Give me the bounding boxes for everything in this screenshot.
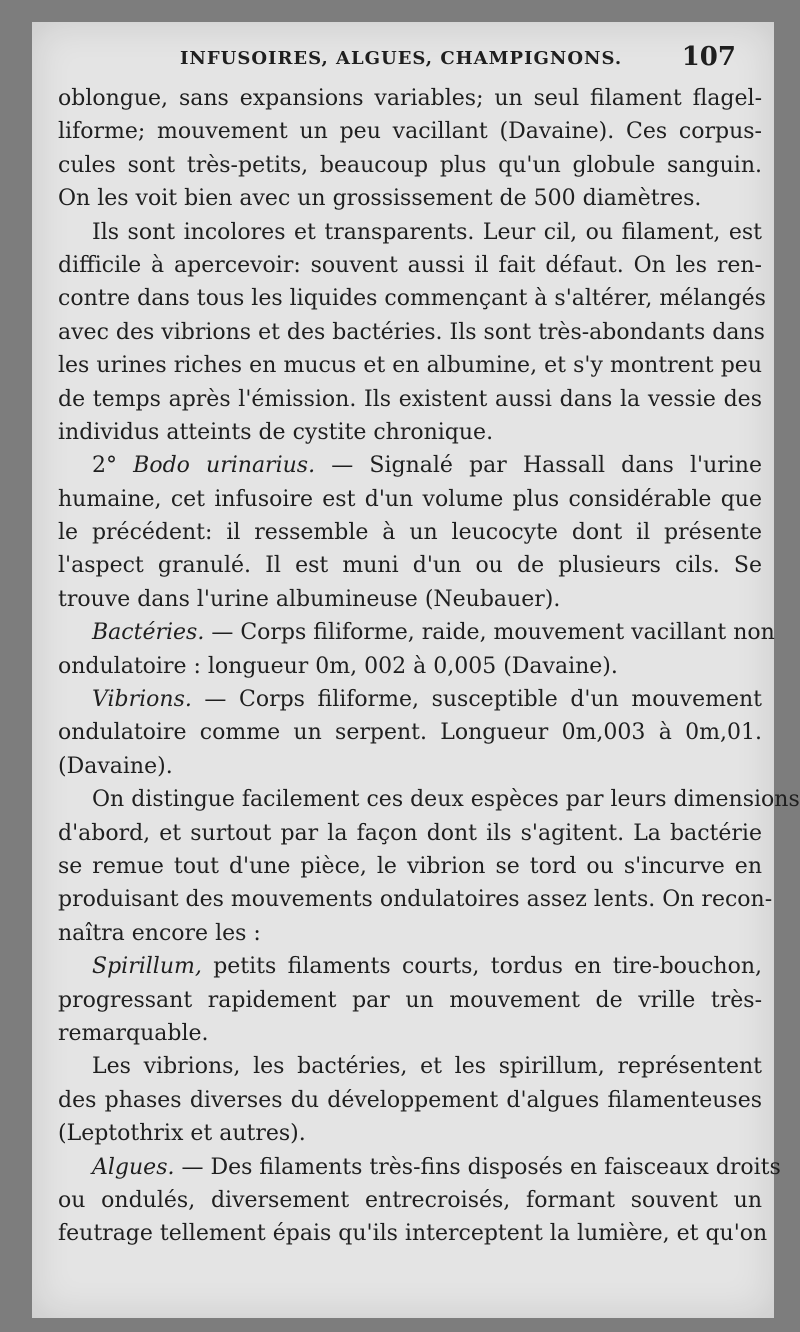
text-segment: — Signalé par Hassall dans l'urine [315, 453, 762, 479]
text-line [58, 149, 762, 182]
text-segment: de temps après l'émission. Ils existent aussi dans la vessie des [58, 386, 762, 412]
text-line [58, 850, 762, 883]
text-line [58, 483, 762, 516]
text-segment: liforme; mouvement un peu vacillant (Davaine). Ces corpus- [58, 119, 762, 145]
text-segment: ou ondulés, diversement entrecroisés, formant souvent un [58, 1187, 762, 1213]
text-line [58, 783, 800, 816]
text-segment: 2° [92, 453, 134, 479]
text-line [58, 750, 762, 783]
text-segment: On distingue facilement ces deux espèces par leurs dimensions [92, 787, 800, 813]
text-segment: remarquable. [58, 1020, 209, 1046]
text-segment: On les voit bien avec un grossissement de 500 diamètres. [58, 186, 702, 212]
text-line [58, 616, 775, 649]
text-segment: Les vibrions, les bactéries, et les spirillum, représentent [92, 1054, 762, 1080]
text-segment: les urines riches en mucus et en albumine, et s'y montrent peu [58, 353, 762, 379]
text-line [58, 683, 762, 716]
text-segment: individus atteints de cystite chronique. [58, 419, 494, 445]
text-segment: Ils sont incolores et transparents. Leur cil, ou filament, est [92, 219, 762, 245]
text-line [58, 316, 765, 349]
italic-term: Bodo urinarius. [133, 453, 316, 479]
text-segment: ondulatoire : longueur 0m, 002 à 0,005 (Davaine). [58, 653, 618, 679]
text-line [58, 883, 773, 916]
text-segment: trouve dans l'urine albumineuse (Neubauer). [58, 586, 561, 612]
text-line [58, 583, 762, 616]
text-segment: produisant des mouvements ondulatoires assez lents. On recon- [58, 887, 773, 913]
text-line [58, 1184, 762, 1217]
text-segment: ondulatoire comme un serpent. Longueur 0m,003 à 0m,01. [58, 720, 762, 746]
italic-term: Algues. [92, 1154, 175, 1180]
text-segment: des phases diverses du développement d'algues filamenteuses [58, 1087, 762, 1113]
text-segment: feutrage tellement épais qu'ils interceptent la lumière, et qu'on [58, 1221, 768, 1247]
page-number: 107 [681, 42, 736, 72]
text-line [58, 383, 762, 416]
text-line [58, 1017, 762, 1050]
text-segment: humaine, cet infusoire est d'un volume plus considérable que [58, 486, 762, 512]
text-line [58, 1217, 768, 1250]
body-text [58, 82, 800, 1251]
text-segment: — Corps filiforme, susceptible d'un mouvement [191, 687, 762, 713]
text-line [58, 950, 762, 983]
text-segment: (Davaine). [58, 753, 173, 779]
text-segment: le précédent: il ressemble à un leucocyte dont il présente [58, 520, 762, 546]
text-line [58, 1084, 762, 1117]
running-head: INFUSOIRES, ALGUES, CHAMPIGNONS. [180, 48, 623, 69]
text-line [58, 349, 762, 382]
text-line [58, 817, 762, 850]
text-segment: l'aspect granulé. Il est muni d'un ou de plusieurs cils. Se [58, 553, 762, 579]
text-line [58, 1151, 781, 1184]
italic-term: Bactéries. [92, 620, 205, 646]
text-line [58, 115, 762, 148]
text-segment: avec des vibrions et des bactéries. Ils sont très-abondants dans [58, 319, 765, 345]
text-segment: se remue tout d'une pièce, le vibrion se tord ou s'incurve en [58, 853, 762, 879]
text-line [58, 549, 762, 582]
text-line [58, 650, 762, 683]
text-line [58, 449, 762, 482]
text-segment: cules sont très-petits, beaucoup plus qu'un globule sanguin. [58, 152, 762, 178]
book-page [32, 22, 800, 1318]
text-line [58, 1050, 762, 1083]
text-line [58, 716, 762, 749]
text-segment: — Corps filiforme, raide, mouvement vacillant non [204, 620, 775, 646]
text-segment: petits filaments courts, tordus en tire-bouchon, [201, 954, 762, 980]
text-segment: — Des filaments très-fins disposés en faisceaux droits [174, 1154, 781, 1180]
text-line [58, 416, 762, 449]
text-segment: (Leptothrix et autres). [58, 1121, 306, 1147]
page-header [32, 22, 774, 82]
text-segment: progressant rapidement par un mouvement de vrille très- [58, 987, 762, 1013]
text-segment: d'abord, et surtout par la façon dont ils s'agitent. La bactérie [58, 820, 762, 846]
text-line [58, 82, 762, 115]
text-line [58, 1117, 762, 1150]
text-line [58, 516, 762, 549]
text-line [58, 249, 762, 282]
text-line [58, 917, 762, 950]
text-line [58, 282, 766, 315]
text-segment: difficile à apercevoir: souvent aussi il fait défaut. On les ren- [58, 252, 762, 278]
italic-term: Spirillum, [92, 954, 202, 980]
italic-term: Vibrions. [92, 687, 192, 713]
text-segment: oblongue, sans expansions variables; un seul filament flagel- [58, 86, 762, 111]
text-segment: contre dans tous les liquides commençant à s'altérer, mélangés [58, 286, 766, 312]
text-line [58, 216, 762, 249]
text-segment: naîtra encore les : [58, 920, 261, 946]
text-line [58, 984, 762, 1017]
text-line [58, 182, 762, 215]
